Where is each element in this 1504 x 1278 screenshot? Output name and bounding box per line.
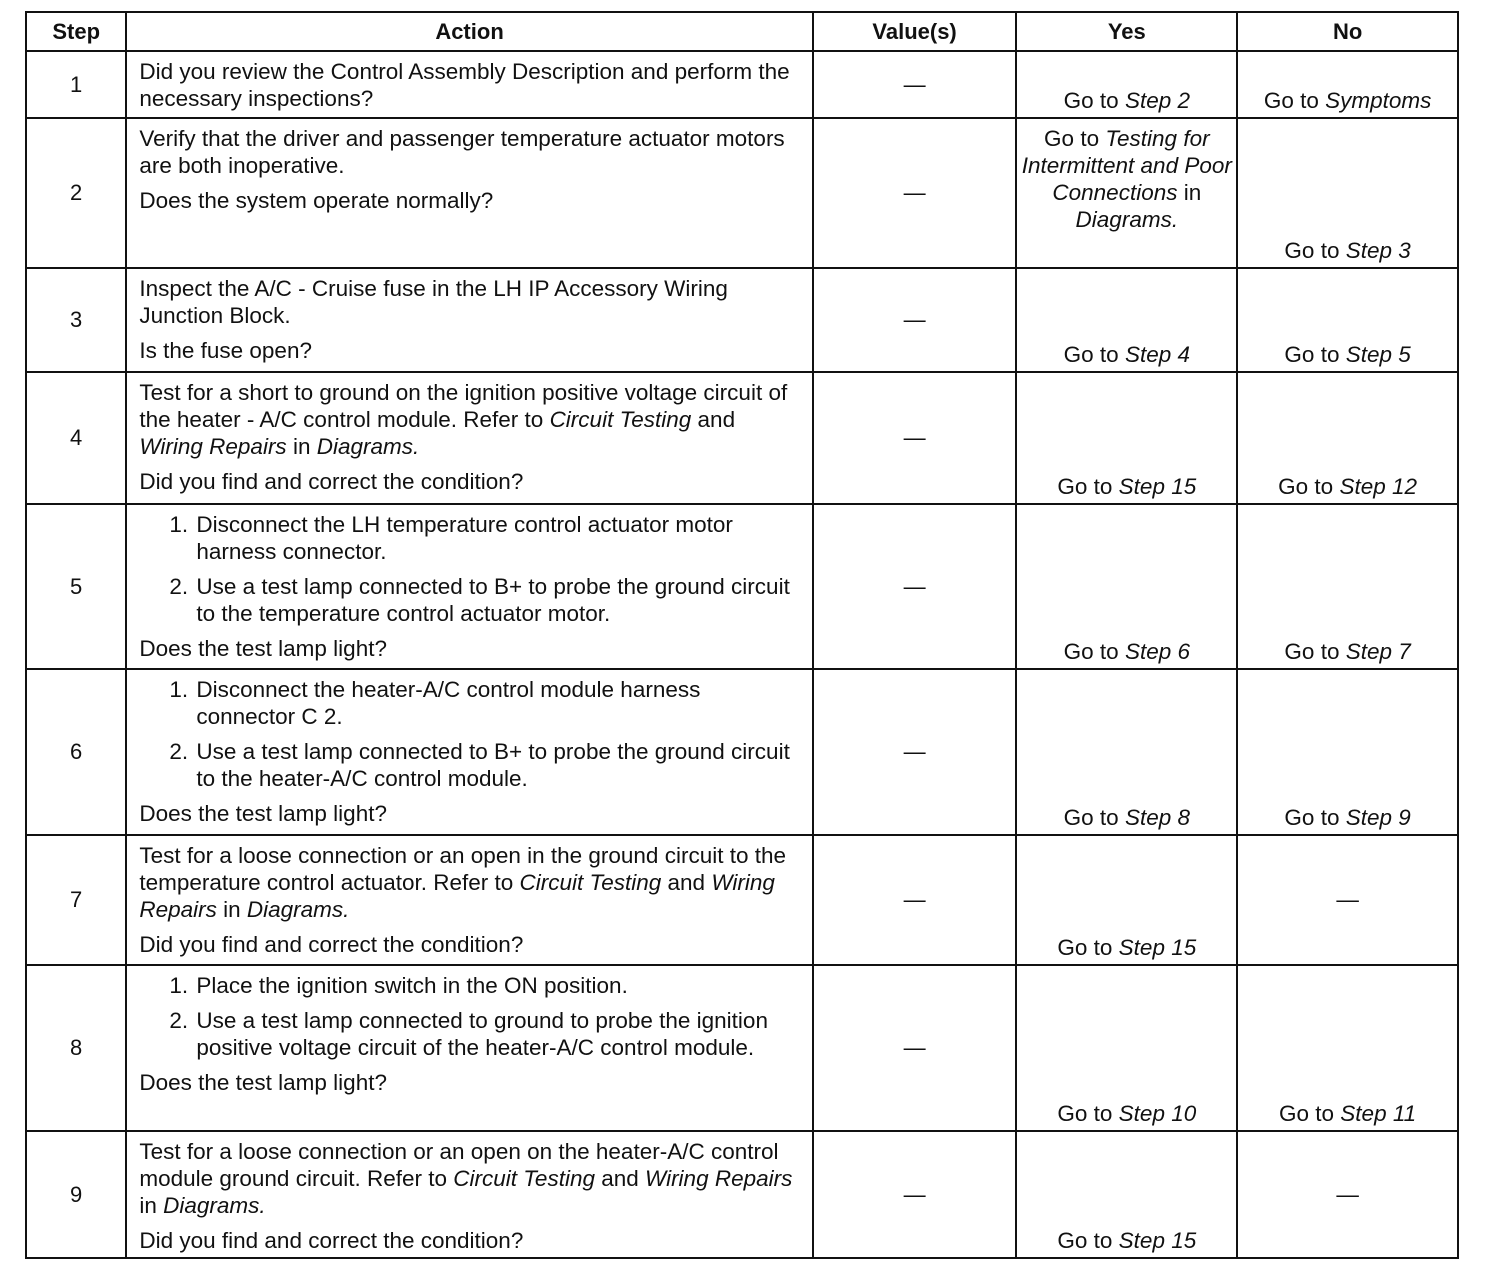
table-row bbox=[26, 51, 1458, 118]
value-cell: — bbox=[813, 504, 1017, 669]
step-number: 2 bbox=[26, 118, 126, 268]
step-number: 1 bbox=[26, 51, 126, 118]
yes-link[interactable]: Step 8 bbox=[1124, 805, 1190, 830]
list-item: 1. Disconnect the heater-A/C control module harness connector C 2. bbox=[194, 676, 799, 730]
yes-link[interactable]: Step 15 bbox=[1118, 935, 1197, 960]
no-cell bbox=[1237, 669, 1458, 835]
list-item: 2. Use a test lamp connected to B+ to probe the ground circuit to the heater-A/C control module. bbox=[194, 738, 799, 792]
table-row bbox=[26, 504, 1458, 669]
value-cell: — bbox=[813, 372, 1017, 504]
yes-cell bbox=[1016, 965, 1237, 1131]
yes-prefix: Go to bbox=[1057, 1101, 1119, 1126]
no-link[interactable]: Symptoms bbox=[1325, 88, 1432, 113]
header-no: No bbox=[1237, 12, 1458, 51]
no-link[interactable]: Step 3 bbox=[1345, 238, 1411, 263]
header-values: Value(s) bbox=[813, 12, 1017, 51]
list-item: 2. Use a test lamp connected to B+ to probe the ground circuit to the temperature control actuator motor. bbox=[194, 573, 799, 627]
yes-link[interactable]: Step 2 bbox=[1124, 88, 1190, 113]
yes-cell bbox=[1016, 268, 1237, 372]
no-link[interactable]: Step 11 bbox=[1340, 1101, 1417, 1126]
action-cell bbox=[126, 51, 812, 118]
action-cell bbox=[126, 118, 812, 268]
yes-cell bbox=[1016, 504, 1237, 669]
no-prefix: Go to bbox=[1278, 474, 1340, 499]
step-number: 9 bbox=[26, 1131, 126, 1258]
no-prefix: Go to bbox=[1284, 342, 1346, 367]
no-link[interactable]: Step 5 bbox=[1345, 342, 1411, 367]
action-text: Did you review the Control Assembly Description and perform the necessary inspections? bbox=[139, 59, 790, 111]
value-cell: — bbox=[813, 965, 1017, 1131]
action-text: Verify that the driver and passenger temperature actuator motors are both inoperative. bbox=[139, 126, 785, 178]
action-question: Is the fuse open? bbox=[139, 338, 312, 363]
no-prefix: Go to bbox=[1284, 238, 1346, 263]
value-cell: — bbox=[813, 268, 1017, 372]
no-prefix: Go to bbox=[1263, 88, 1326, 113]
no-cell bbox=[1237, 51, 1458, 118]
yes-link[interactable]: Step 15 bbox=[1118, 474, 1197, 499]
action-question: Did you find and correct the condition? bbox=[139, 1228, 524, 1253]
yes-link-2[interactable]: Diagrams. bbox=[1075, 207, 1179, 232]
yes-prefix: Go to bbox=[1057, 935, 1119, 960]
list-item: 2. Use a test lamp connected to ground to probe the ignition positive voltage circuit of the heater-A/C control module. bbox=[194, 1007, 799, 1061]
table-row bbox=[26, 835, 1458, 965]
table-row bbox=[26, 118, 1458, 268]
action-question: Does the system operate normally? bbox=[139, 188, 494, 213]
no-cell bbox=[1237, 504, 1458, 669]
yes-cell bbox=[1016, 669, 1237, 835]
no-cell bbox=[1237, 965, 1458, 1131]
yes-prefix: Go to bbox=[1057, 474, 1119, 499]
yes-prefix: Go to bbox=[1044, 126, 1106, 151]
action-text: Test for a loose connection or an open on the heater-A/C control module ground circuit. Refer to Circuit Testing and Wiring Repairs in Diagrams. bbox=[139, 1139, 793, 1218]
diagnostic-table bbox=[25, 11, 1459, 1259]
step-number: 6 bbox=[26, 669, 126, 835]
header-step: Step bbox=[26, 12, 126, 51]
numbered-steps bbox=[139, 676, 799, 800]
action-text: Inspect the A/C - Cruise fuse in the LH IP Accessory Wiring Junction Block. bbox=[139, 276, 728, 328]
yes-link[interactable]: Testing for Intermittent and Poor Connections bbox=[1021, 126, 1232, 205]
yes-link[interactable]: Step 4 bbox=[1124, 342, 1190, 367]
action-text: Test for a short to ground on the ignition positive voltage circuit of the heater - A/C control module. Refer to Circuit Testing and Wiring Repairs in Diagrams. bbox=[139, 380, 788, 459]
no-link[interactable]: Step 7 bbox=[1345, 639, 1411, 664]
action-question: Did you find and correct the condition? bbox=[139, 932, 524, 957]
action-question: Does the test lamp light? bbox=[139, 1070, 387, 1095]
action-cell bbox=[126, 268, 812, 372]
yes-cell bbox=[1016, 1131, 1237, 1258]
list-item: 1. Disconnect the LH temperature control actuator motor harness connector. bbox=[194, 511, 799, 565]
action-text: Test for a loose connection or an open in the ground circuit to the temperature control actuator. Refer to Circuit Testing and Wiring Repairs in Diagrams. bbox=[139, 843, 786, 922]
yes-cell bbox=[1016, 51, 1237, 118]
numbered-steps bbox=[139, 511, 799, 635]
action-cell bbox=[126, 965, 812, 1131]
yes-cell bbox=[1016, 118, 1237, 268]
no-cell bbox=[1237, 1131, 1458, 1258]
table-row bbox=[26, 669, 1458, 835]
no-cell bbox=[1237, 268, 1458, 372]
list-item: 1. Place the ignition switch in the ON position. bbox=[194, 972, 799, 999]
step-number: 7 bbox=[26, 835, 126, 965]
value-cell: — bbox=[813, 51, 1017, 118]
value-cell: — bbox=[813, 118, 1017, 268]
value-cell: — bbox=[813, 669, 1017, 835]
yes-cell bbox=[1016, 835, 1237, 965]
step-number: 8 bbox=[26, 965, 126, 1131]
action-cell bbox=[126, 1131, 812, 1258]
yes-cell bbox=[1016, 372, 1237, 504]
table-header-row bbox=[26, 12, 1458, 51]
yes-suffix: in bbox=[1177, 180, 1202, 205]
table-row bbox=[26, 965, 1458, 1131]
yes-prefix: Go to bbox=[1057, 1228, 1119, 1253]
value-cell: — bbox=[813, 835, 1017, 965]
yes-link[interactable]: Step 10 bbox=[1118, 1101, 1197, 1126]
header-yes: Yes bbox=[1016, 12, 1237, 51]
yes-link[interactable]: Step 15 bbox=[1118, 1228, 1197, 1253]
no-prefix: Go to bbox=[1284, 805, 1346, 830]
action-cell bbox=[126, 669, 812, 835]
value-cell: — bbox=[813, 1131, 1017, 1258]
step-number: 5 bbox=[26, 504, 126, 669]
step-number: 3 bbox=[26, 268, 126, 372]
no-prefix: Go to bbox=[1284, 639, 1346, 664]
header-action: Action bbox=[126, 12, 812, 51]
no-cell bbox=[1237, 372, 1458, 504]
table-row bbox=[26, 1131, 1458, 1258]
yes-link[interactable]: Step 6 bbox=[1124, 639, 1190, 664]
action-question: Does the test lamp light? bbox=[139, 801, 387, 826]
step-number: 4 bbox=[26, 372, 126, 504]
no-link[interactable]: Step 12 bbox=[1339, 474, 1418, 499]
no-link[interactable]: Step 9 bbox=[1345, 805, 1411, 830]
yes-prefix: Go to bbox=[1063, 805, 1125, 830]
yes-prefix: Go to bbox=[1063, 639, 1125, 664]
no-cell bbox=[1237, 118, 1458, 268]
action-cell bbox=[126, 835, 812, 965]
action-cell bbox=[126, 372, 812, 504]
no-prefix: Go to bbox=[1279, 1101, 1341, 1126]
no-dash: — bbox=[1336, 887, 1359, 912]
numbered-steps bbox=[139, 972, 799, 1069]
yes-prefix: Go to bbox=[1063, 342, 1125, 367]
no-dash: — bbox=[1336, 1181, 1359, 1207]
table-row bbox=[26, 372, 1458, 504]
action-question: Did you find and correct the condition? bbox=[139, 469, 524, 494]
action-cell bbox=[126, 504, 812, 669]
table-row bbox=[26, 268, 1458, 372]
no-cell bbox=[1237, 835, 1458, 965]
yes-prefix: Go to bbox=[1063, 88, 1125, 113]
action-question: Does the test lamp light? bbox=[139, 636, 387, 661]
